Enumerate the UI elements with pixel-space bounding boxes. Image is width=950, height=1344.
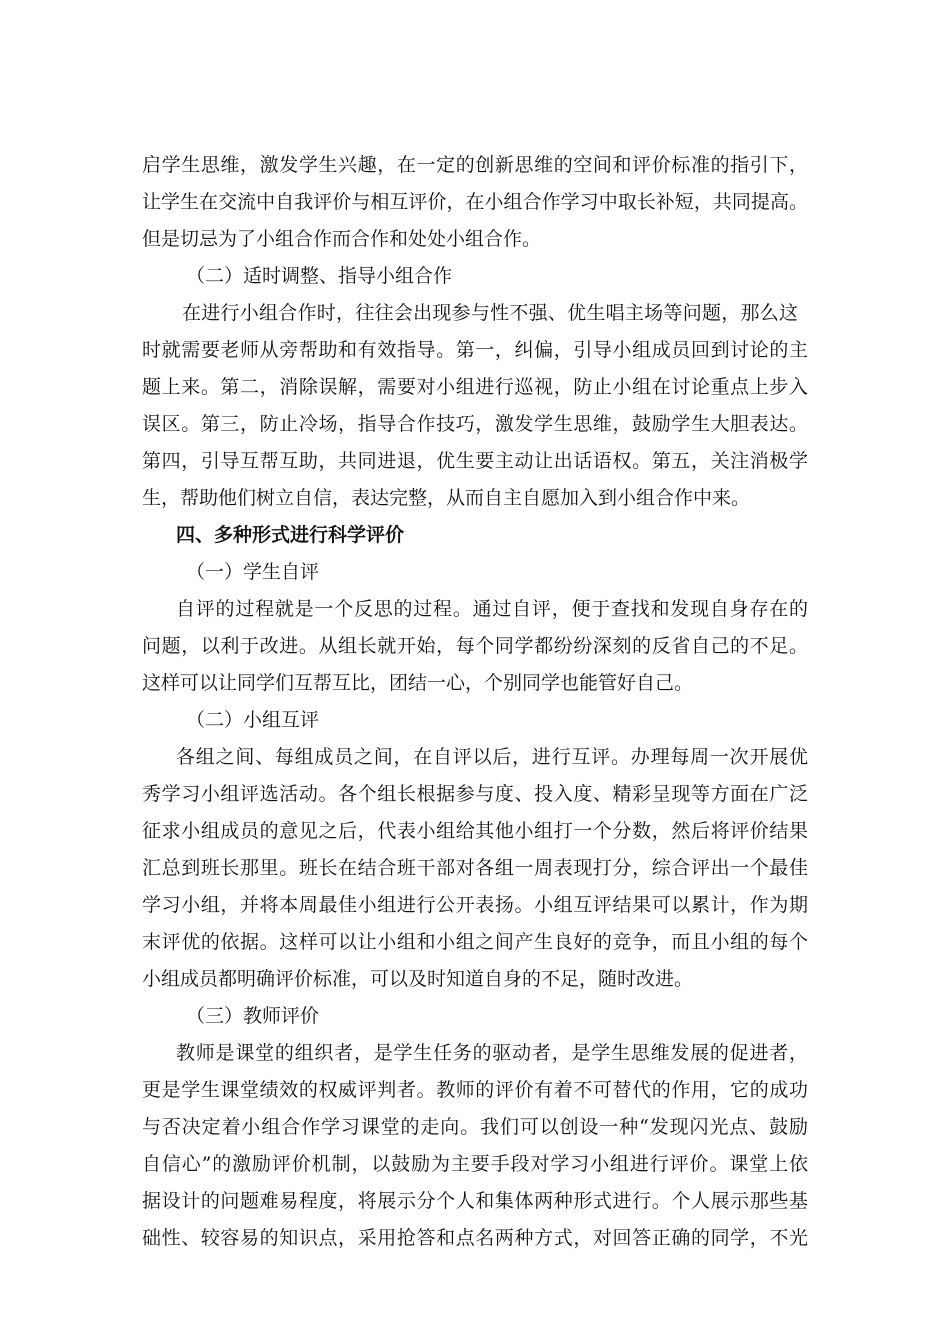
paragraph-line: 秀学习小组评选活动。各个组长根据参与度、投入度、精彩呈现等方面在广泛: [142, 783, 808, 805]
paragraph-line: 础性、较容易的知识点，采用抢答和点名两种方式，对回答正确的同学，不光: [142, 1227, 808, 1249]
paragraph-line: 启学生思维，激发学生兴趣，在一定的创新思维的空间和评价标准的指引下，: [142, 154, 808, 176]
section-subheading: （三）教师评价: [186, 1005, 320, 1027]
paragraph-line: 时就需要老师从旁帮助和有效指导。第一，纠偏，引导小组成员回到讨论的主: [142, 339, 808, 361]
paragraph-line: 让学生在交流中自我评价与相互评价，在小组合作学习中取长补短，共同提高。: [142, 191, 808, 213]
paragraph-line: 汇总到班长那里。班长在结合班干部对各组一周表现打分，综合评出一个最佳: [142, 857, 808, 879]
section-subheading: （一）学生自评: [186, 561, 320, 583]
paragraph-line: 各组之间、每组成员之间，在自评以后，进行互评。办理每周一次开展优: [176, 746, 808, 768]
paragraph-line: 这样可以让同学们互帮互比，团结一心，个别同学也能管好自己。: [142, 672, 694, 694]
paragraph-line: 末评优的依据。这样可以让小组和小组之间产生良好的竞争，而且小组的每个: [142, 931, 808, 953]
section-subheading: （二）小组互评: [186, 709, 320, 731]
paragraph-line: 学习小组，并将本周最佳小组进行公开表扬。小组互评结果可以累计，作为期: [142, 894, 808, 916]
section-heading: 四、多种形式进行科学评价: [176, 524, 405, 546]
paragraph-line: 生，帮助他们树立自信，表达完整，从而自主自愿加入到小组合作中来。: [142, 487, 751, 509]
paragraph-line: 更是学生课堂绩效的权威评判者。教师的评价有着不可替代的作用，它的成功: [142, 1079, 808, 1101]
paragraph-line: 教师是课堂的组织者，是学生任务的驱动者，是学生思维发展的促进者，: [176, 1042, 808, 1064]
paragraph-line: 征求小组成员的意见之后，代表小组给其他小组打一个分数，然后将评价结果: [142, 820, 808, 842]
paragraph-line: 在进行小组合作时，往往会出现参与性不强、优生唱主场等问题，那么这: [182, 302, 798, 324]
paragraph-line: 与否决定着小组合作学习课堂的走向。我们可以创设一种“发现闪光点、鼓励: [142, 1116, 808, 1138]
paragraph-line: 问题，以利于改进。从组长就开始，每个同学都纷纷深刻的反省自己的不足。: [142, 635, 808, 657]
paragraph-line: 小组成员都明确评价标准，可以及时知道自身的不足，随时改进。: [142, 968, 694, 990]
paragraph-line: 第四，引导互帮互助，共同进退，优生要主动让出话语权。第五，关注消极学: [142, 450, 808, 472]
paragraph-line: 据设计的问题难易程度，将展示分个人和集体两种形式进行。个人展示那些基: [142, 1190, 808, 1212]
paragraph-line: 自评的过程就是一个反思的过程。通过自评，便于查找和发现自身存在的: [176, 598, 808, 620]
paragraph-line: 题上来。第二，消除误解，需要对小组进行巡视，防止小组在讨论重点上步入: [142, 376, 808, 398]
section-subheading: （二）适时调整、指导小组合作: [186, 265, 453, 287]
paragraph-line: 自信心”的激励评价机制，以鼓励为主要手段对学习小组进行评价。课堂上依: [142, 1153, 808, 1175]
paragraph-line: 误区。第三，防止冷场，指导合作技巧，激发学生思维，鼓励学生大胆表达。: [142, 413, 808, 435]
paragraph-line: 但是切忌为了小组合作而合作和处处小组合作。: [142, 228, 542, 250]
